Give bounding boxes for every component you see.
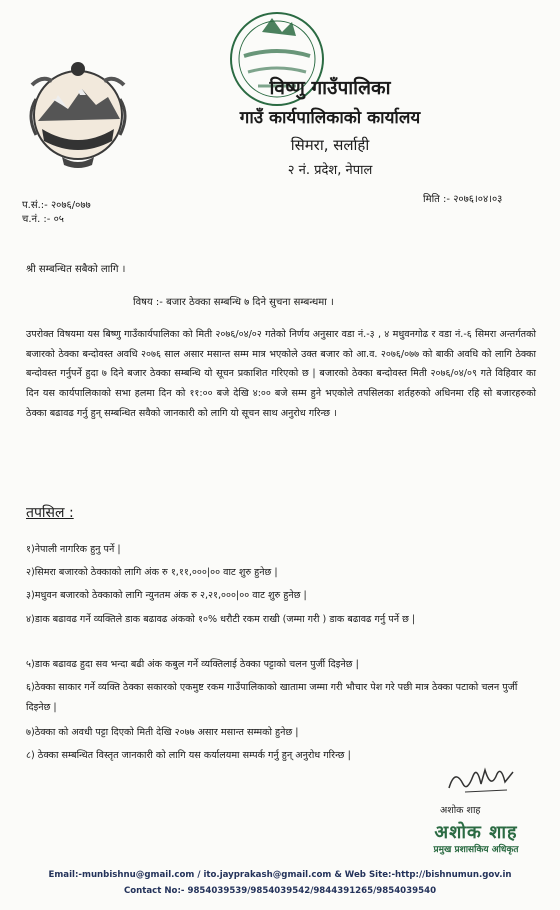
stamp-name: अशोक शाह	[434, 822, 518, 843]
dispatch-number: च.नं. :- ०५	[22, 214, 64, 225]
condition-item: ३)मधुवन बजारको ठेक्काको लागि न्युनतम अंक रु २,२१,०००|०० वाट शुरु हुनेछ |	[26, 590, 307, 601]
condition-item: १)नेपाली नागरिक हुनु पर्ने |	[26, 544, 121, 555]
condition-item: २)सिमरा बजारको ठेक्काको लागि अंक रु १,११,०००|०० वाट शुरु हुनेछ |	[26, 567, 278, 578]
official-stamp	[406, 820, 546, 866]
subject-line: विषय :- बजार ठेक्का सम्बन्धि ७ दिने सुचना सम्बन्धमा ।	[133, 297, 334, 308]
notice-body: उपरोक्त विषयमा यस बिष्णु गाउँकार्यपालिका को मिती २०७६/०४/०२ गतेको निर्णय अनुसार वडा नं.-३ , ४ मधुवनगोढ र वडा नं.-६ सिमरा अन्तर्गतको बजारको ठेक्का बन्दोवस्त अवधि २०७६ साल असार मसान्त सम्म मात्र भएकोले उक्त बजार को आ.व. २०७६/०७७ को बाकी अवधि को लागि ठेक्का बन्दोवस्त गर्नुपर्ने हुदा ७ दिने बजार ठेक्का सम्बन्धि यो सूचन प्रकाशित गरिएको छ | बजारको ठेक्का बन्दोवस्त मिती २०७६/०४/०९ गते विहिवार का दिन यस कार्यपालिकाको सभा हलमा दिन को ११:०० बजे देखि ४:०० बजे सम्म हुने भएकोले तपसिलका शर्तहरुको अधिनमा रहि सो बजारहरुको ठेक्का बढावढ गर्नु हुन् सम्बन्धित सवैको जानकारी को लागि यो सूचन साथ अनुरोध गरिन्छ ।	[26, 329, 536, 419]
footer-contact: Contact No:- 9854039539/9854039542/9844391265/9854039540	[123, 886, 437, 896]
condition-item: ८) ठेक्का सम्बन्धित विस्तृत जानकारी को लागि यस कर्यालयमा सम्पर्क गर्नु हुन् अनुरोध गरिन्छ |	[26, 750, 351, 761]
conditions-heading: तपसिल :	[26, 505, 74, 521]
condition-item: ४)डाक बढावढ गर्ने व्यक्तिले डाक बढावढ अंकको १०% धरौटी रकम राखी (जम्मा गरी ) डाक बढावढ गर्नु पर्ने छ |	[26, 614, 416, 625]
letter-date: मिति :- २०७६।०४।०३	[423, 194, 503, 205]
condition-item: ६)ठेक्का साकार गर्ने व्यक्ति ठेक्का सकारको एकमुष्ट रकम गाउँपालिकाको खातामा जम्मा गरी भौचार पेश गरे पछी मात्र ठेक्का पटाको चलन पुर्जी दिइनेछ |	[26, 682, 518, 713]
reference-number: प.सं.:- २०७६/०७७	[22, 200, 91, 211]
handwritten-signature-icon	[445, 762, 521, 796]
condition-item: ५)डाक बढावढ हुदा सव भन्दा बढी अंक कबुल गर्ने व्यक्तिलाई ठेक्का पट्टाको चलन पुर्जी दिइनेछ |	[26, 659, 359, 670]
condition-item: ७)ठेक्का को अवधी पट्टा दिएको मिती देखि २०७७ असार मसान्त सम्मको हुनेछ |	[26, 727, 299, 738]
office-location: सिमरा, सर्लाही	[290, 136, 370, 154]
signatory-name: अशोक शाह	[440, 805, 481, 816]
municipality-name: विष्णु गाउँपालिका	[269, 77, 391, 99]
stamp-title: प्रमुख प्रशासकिय अधिकृत	[433, 845, 519, 855]
recipient-line: श्री सम्बन्धित सबैको लागि ।	[26, 264, 126, 275]
office-province: २ नं. प्रदेश, नेपाल	[287, 163, 373, 178]
office-name: गाउँ कार्यपालिकाको कार्यालय	[239, 108, 421, 128]
footer-emails: Email:-munbishnu@gmail.com / ito.jayprakash@gmail.com & Web Site:-http://bishnumun.gov.in	[48, 870, 512, 880]
